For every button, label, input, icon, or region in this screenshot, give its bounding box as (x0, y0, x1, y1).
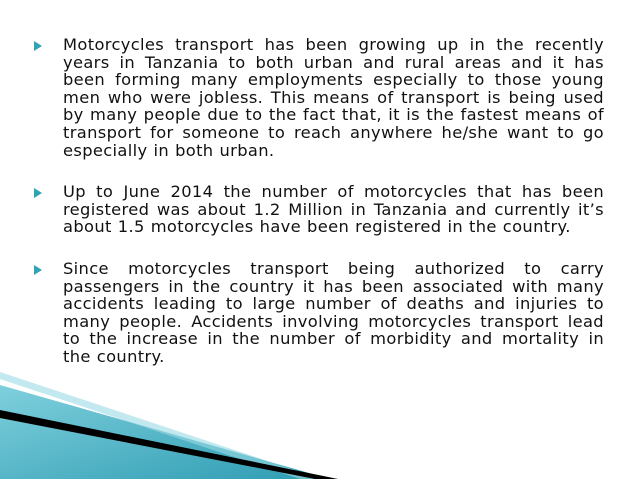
triangle-bullet-icon (34, 188, 42, 198)
bullet-item (28, 183, 604, 236)
triangle-bullet-icon (34, 265, 42, 275)
triangle-bullet-icon (34, 41, 42, 51)
bullet-text: Motorcycles transport has been growing up in the recently years in Tanzania to both urban and rural areas and it has been forming many employments especially to those young men who were jobless. This means of transport is being used by many people due to the fact that, it is the fastest means of transport for someone to reach anywhere he/she want to go especially in both urban. (63, 35, 604, 160)
bullet-item (28, 260, 604, 366)
bullet-text: Up to June 2014 the number of motorcycles that has been registered was about 1.2 Million in Tanzania and currently it’s about 1.5 motorcycles have been registered in the country. (63, 182, 604, 237)
bullet-item (28, 36, 604, 159)
bullet-text: Since motorcycles transport being authorized to carry passengers in the country it has been associated with many accidents leading to large number of deaths and injuries to many people. Accidents involving motorcycles transport lead to the increase in the number of morbidity and mortality in the country. (63, 258, 604, 366)
bullet-list (28, 36, 604, 390)
